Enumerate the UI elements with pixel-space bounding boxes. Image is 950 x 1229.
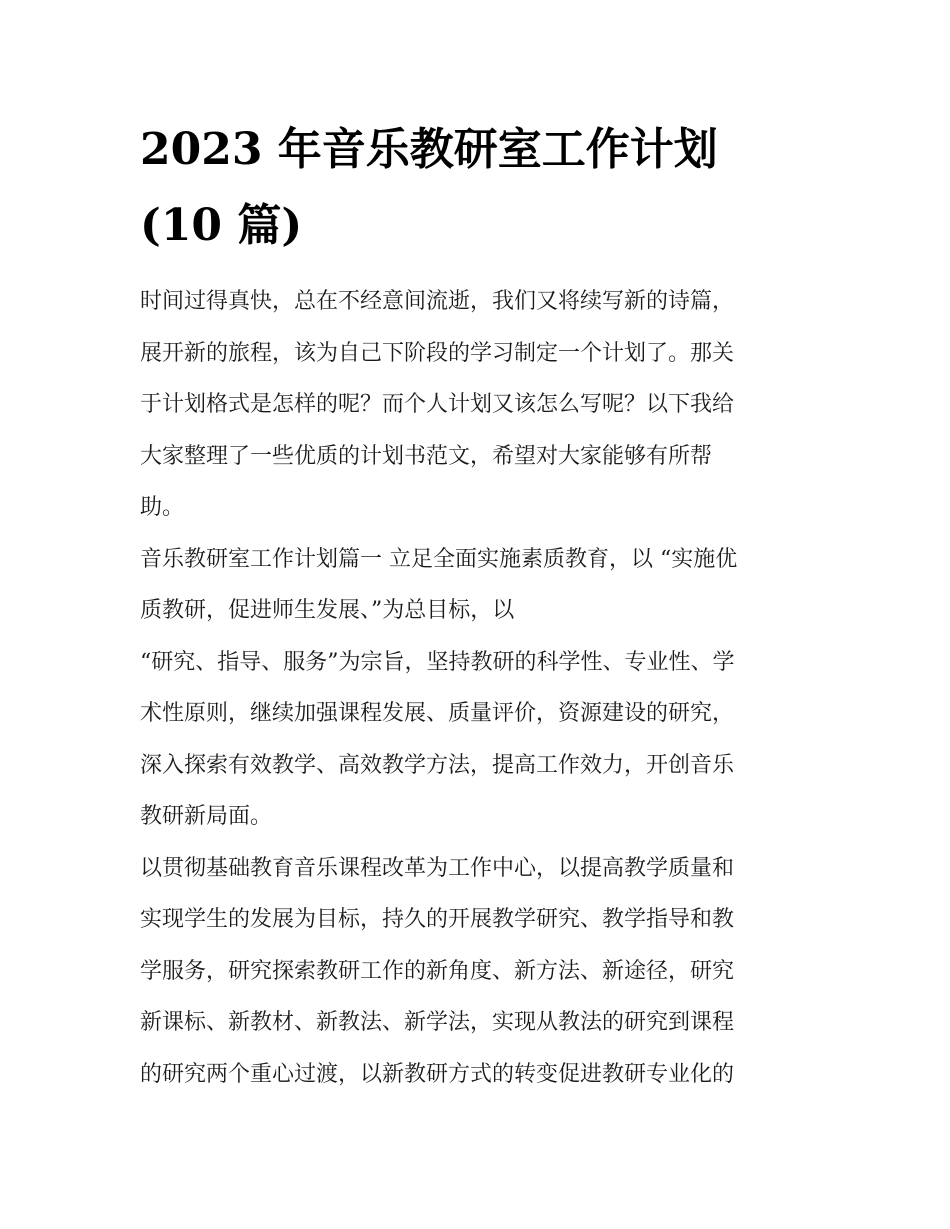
body-text-line: 实现学生的发展为目标，持久的开展教学研究、教学指导和教 <box>140 907 735 932</box>
body-text-line: 的研究两个重心过渡，以新教研方式的转变促进教研专业化的 <box>140 1061 735 1087</box>
body-text-line: 于计划格式是怎样的呢？而个人计划又该怎么写呢？以下我给 <box>140 392 735 417</box>
document-title <box>140 112 820 264</box>
body-text-line: 大家整理了一些优质的计划书范文，希望对大家能够有所帮 <box>140 443 713 469</box>
body-text-line: 时间过得真快，总在不经意间流逝，我们又将续写新的诗篇， <box>140 289 735 314</box>
body-text-line: 音乐教研室工作计划篇一 立足全面实施素质教育，以 “实施优 <box>140 546 738 572</box>
body-text-line: 术性原则，继续加强课程发展、质量评价，资源建设的研究， <box>140 701 735 726</box>
body-text-line: 新课标、新教材、新教法、新学法，实现从教法的研究到课程 <box>140 1010 735 1035</box>
body-text-line: 助。 <box>140 495 185 520</box>
body-text-line: 以贯彻基础教育音乐课程改革为工作中心，以提高教学质量和 <box>140 855 735 881</box>
document-body <box>140 276 830 1100</box>
body-text-line: 学服务，研究探索教研工作的新角度、新方法、新途径，研究 <box>140 958 735 984</box>
body-text-line: 教研新局面。 <box>140 804 273 829</box>
title-line: (10 篇) <box>140 200 303 251</box>
body-text-line: 展开新的旅程，该为自己下阶段的学习制定一个计划了。那关 <box>140 340 735 366</box>
body-text-line: 深入探索有效教学、高效教学方法，提高工作效力，开创音乐 <box>140 752 735 778</box>
body-text-line: 质教研，促进师生发展、”为总目标，以 <box>140 598 515 623</box>
body-text-line: “研究、指导、服务”为宗旨，坚持教研的科学性、专业性、学 <box>140 649 735 675</box>
title-line: 2023 年音乐教研室工作计划 <box>140 124 718 175</box>
